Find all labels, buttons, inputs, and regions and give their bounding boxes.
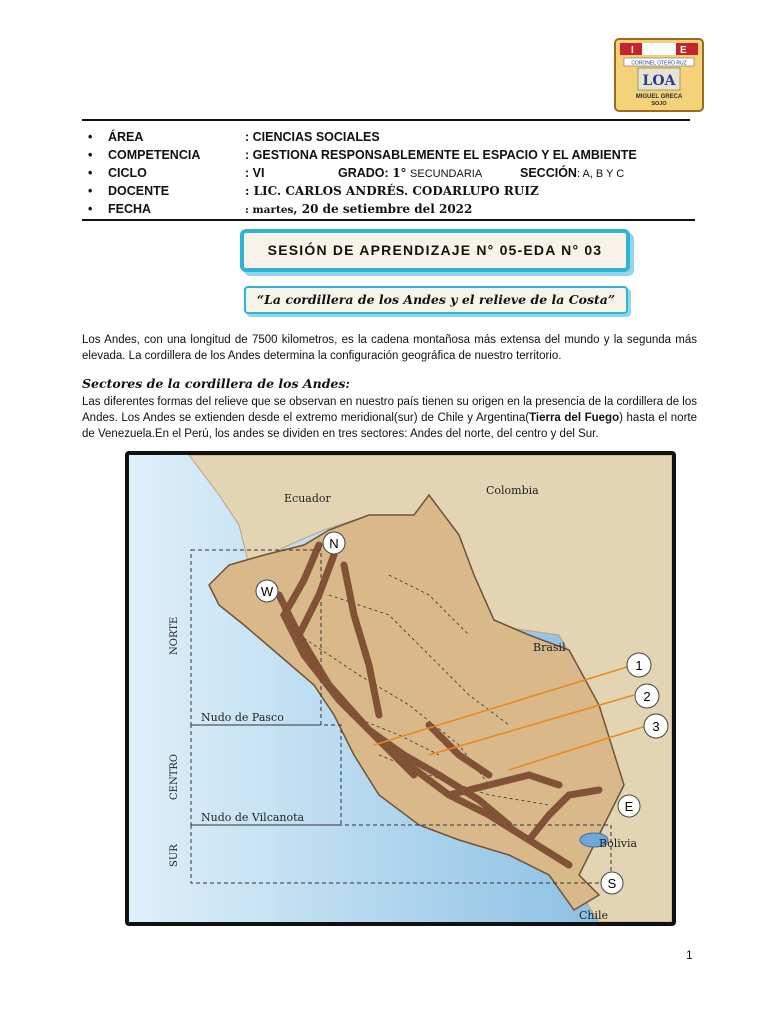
info-label: DOCENTE (108, 184, 170, 198)
info-row-fecha (88, 200, 708, 218)
label-nudo-de-vilcanota: Nudo de Vilcanota (201, 811, 305, 824)
info-row-competencia (88, 146, 708, 164)
logo-band-text: CORONEL OTERO RUZ (631, 60, 687, 67)
course-info (88, 128, 708, 218)
logo-letter-e: E (680, 45, 687, 56)
label-chile: Chile (579, 909, 609, 922)
info-row-docente (88, 182, 708, 200)
label-bolivia: Bolivia (599, 837, 638, 850)
bullet: • (88, 184, 93, 198)
info-value: : GESTIONA RESPONSABLEMENTE EL ESPACIO Y EL AMBIENTE (245, 148, 637, 162)
logo-letter-i: I (631, 45, 634, 56)
label-sector-centro: CENTRO (169, 753, 180, 800)
cardinal-n: N (329, 536, 339, 551)
session-title-banner (240, 229, 630, 272)
marker-3: 3 (652, 719, 660, 734)
grado-value: 1° (392, 166, 407, 180)
bullet: • (88, 202, 93, 216)
logo-initials: LOA (642, 73, 676, 89)
fecha-date: , 20 de setiembre del 2022 (293, 202, 473, 216)
marker-2: 2 (643, 689, 651, 704)
bullet: • (88, 130, 93, 144)
logo-name-line2: SOJO (651, 101, 667, 107)
label-sector-norte: NORTE (169, 616, 180, 655)
bullet: • (88, 148, 93, 162)
section-paragraph-part1: Las diferentes formas del relieve que se observan en nuestro país tienen su origen en la presencia de la cordillera de los Andes. Los Andes se extienden desde el extremo meridional(sur) de Chile y Argentina( (82, 396, 697, 424)
seccion-label: SECCIÓN (520, 166, 577, 180)
cardinal-s: S (607, 876, 617, 891)
session-title: SESIÓN DE APRENDIZAJE N° 05-EDA N° 03 (267, 242, 603, 258)
label-sector-sur: SUR (169, 844, 180, 867)
info-value: : LIC. CARLOS ANDRÉS. CODARLUPO RUIZ (245, 184, 539, 198)
info-value: : VI (245, 166, 265, 180)
marker-1: 1 (635, 658, 643, 673)
topic-title: “La cordillera de los Andes y el relieve de la Costa” (256, 292, 616, 307)
grado-label: GRADO: (338, 166, 389, 180)
info-value: : CIENCIAS SOCIALES (245, 130, 380, 144)
info-row-area (88, 128, 708, 146)
grado-field (338, 164, 482, 183)
label-ecuador: Ecuador (284, 492, 331, 505)
section-heading: Sectores de la cordillera de los Andes: (82, 376, 351, 391)
info-value (245, 200, 472, 219)
fecha-weekday: : martes (245, 204, 294, 216)
cardinal-e: E (624, 799, 634, 814)
info-label: CICLO (108, 166, 147, 180)
intro-paragraph: Los Andes, con una longitud de 7500 kilometros, es la cadena montañosa más extensa del mundo y la segunda más elevada. La cordillera de los Andes determina la configuración geográfica de nuestro territorio. (82, 334, 697, 362)
info-label: ÁREA (108, 130, 144, 144)
cardinal-w: W (260, 584, 274, 599)
logo-name-line1: MIGUEL GRECA (635, 94, 683, 100)
header-top-rule (82, 119, 690, 121)
label-brasil: Brasil (533, 641, 566, 654)
header-bottom-rule (82, 219, 695, 221)
topic-banner (244, 286, 628, 314)
school-logo (614, 38, 704, 112)
seccion-field (520, 164, 624, 183)
tierra-del-fuego: Tierra del Fuego (529, 412, 620, 424)
map-image (129, 455, 672, 922)
label-colombia: Colombia (486, 484, 539, 497)
label-nudo-de-pasco: Nudo de Pasco (201, 711, 284, 724)
seccion-value: : A, B Y C (576, 168, 625, 180)
peru-andes-map (125, 451, 676, 926)
section-paragraph-part2: ) hasta el norte de Venezuela.En el Perú, los andes se dividen en tres sectores: Andes del norte, del centro y del Sur. (82, 412, 697, 440)
grado-suffix: SECUNDARIA (410, 168, 483, 180)
info-label: FECHA (108, 202, 152, 216)
info-row-ciclo (88, 164, 708, 182)
info-label: COMPETENCIA (108, 148, 201, 162)
page-number: 1 (686, 948, 693, 962)
section-paragraph (82, 394, 697, 442)
bullet: • (88, 166, 93, 180)
